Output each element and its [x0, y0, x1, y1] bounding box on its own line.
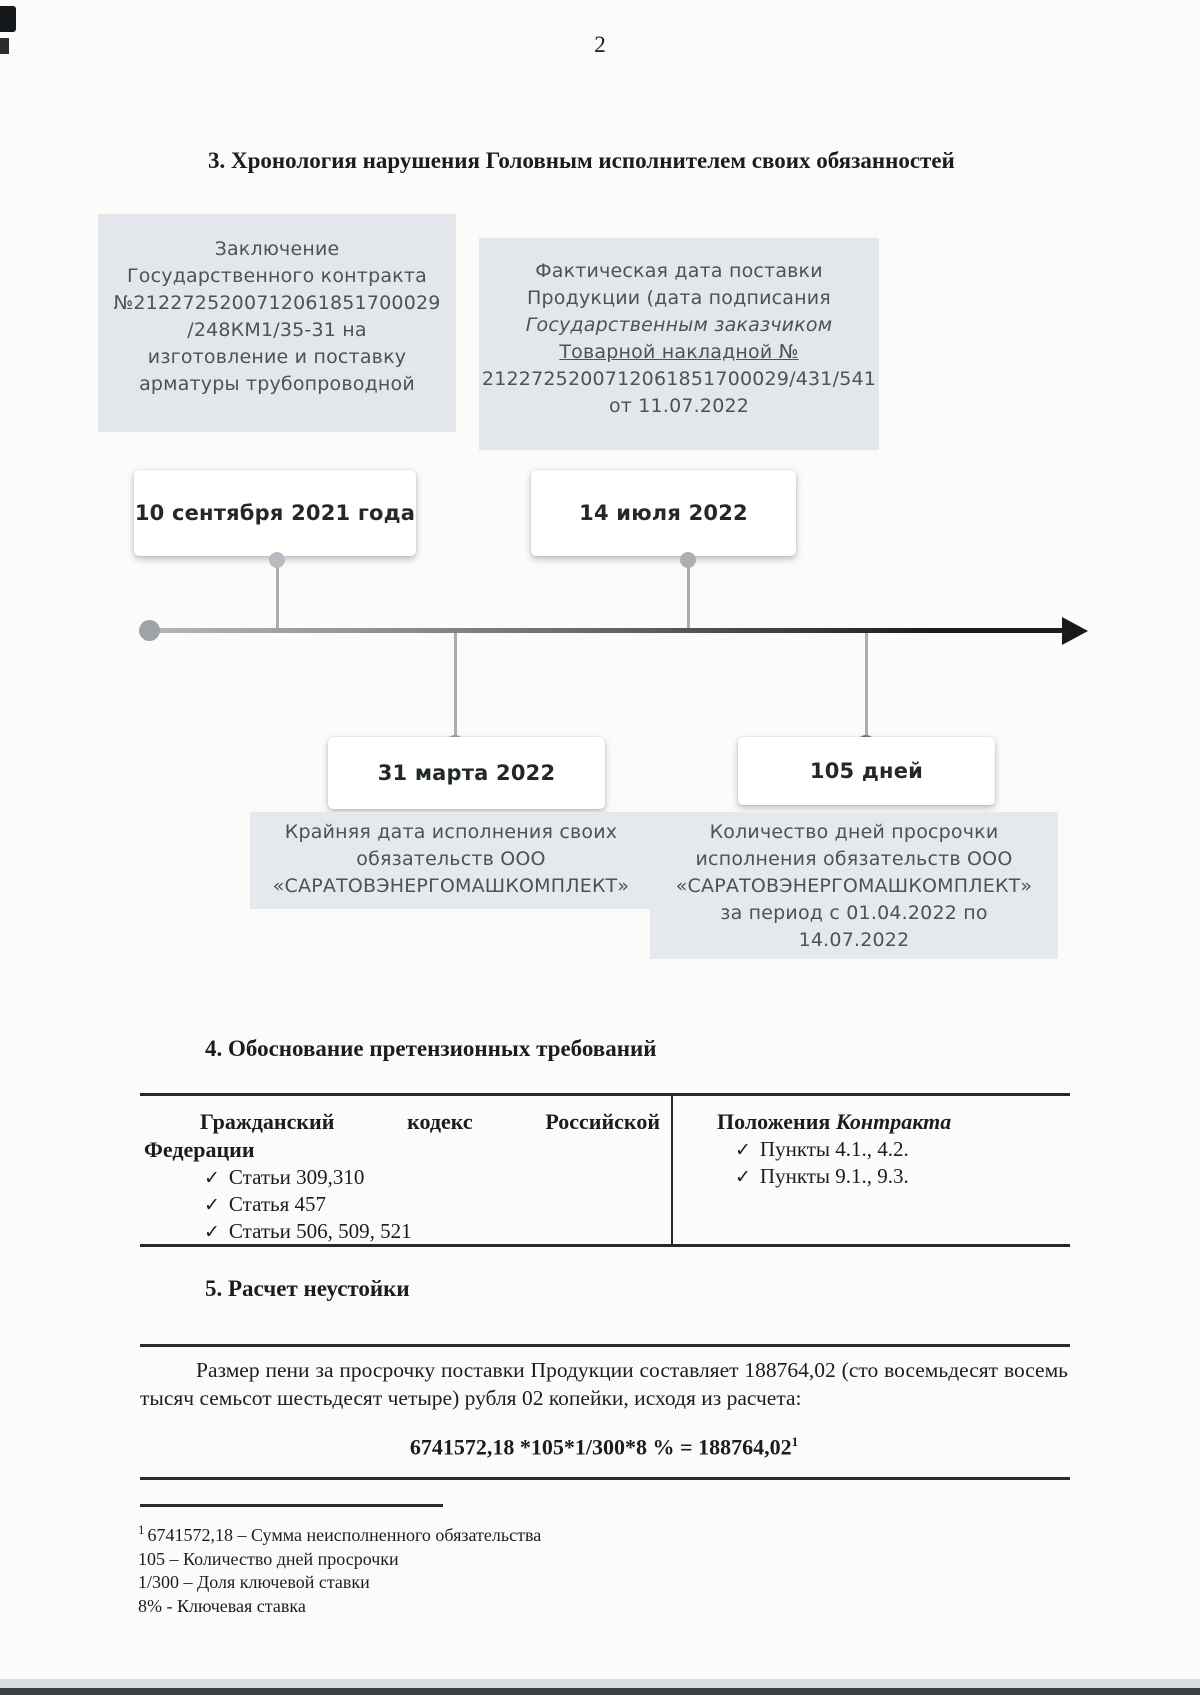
checkmark-icon: ✓ [735, 1166, 751, 1188]
milestone-card-overdue-days: 105 дней [738, 737, 995, 805]
header-word: Положения [717, 1109, 831, 1134]
footnote-marker: 1 [138, 1522, 145, 1537]
formula-text: 6741572,18 *105*1/300*8 % = 188764,02 [409, 1434, 792, 1460]
civil-code-header-line2: Федерации [144, 1137, 255, 1162]
list-item [735, 1163, 1070, 1190]
list-item [204, 1191, 671, 1218]
footnote-line: 1/300 – Доля ключевой ставки [138, 1572, 370, 1592]
checkmark-icon: ✓ [204, 1167, 220, 1189]
list-item-label: Статьи 506, 509, 521 [228, 1219, 412, 1243]
table-cell-civil-code [140, 1096, 671, 1244]
list-item-label: Статьи 309,310 [228, 1165, 365, 1189]
civil-code-header-line1 [200, 1108, 660, 1136]
header-word: Российской [545, 1109, 660, 1134]
panel-text-line: исполнения обязательств ООО [695, 848, 1013, 870]
list-item-label: Статья 457 [228, 1192, 327, 1216]
checkmark-icon: ✓ [204, 1221, 220, 1243]
legal-grounds-table [140, 1093, 1070, 1247]
header-word-italic: Контракта [835, 1109, 952, 1134]
delivery-date-panel [479, 238, 879, 450]
contract-provisions-header [717, 1108, 1070, 1136]
deadline-description-panel [250, 812, 652, 909]
milestone-card-deadline: 31 марта 2022 [328, 737, 605, 809]
panel-text-line: Товарной накладной № [559, 341, 799, 363]
timeline-connector [276, 558, 279, 630]
timeline-node-dot [680, 552, 696, 568]
timeline-start-dot [139, 620, 160, 641]
horizontal-rule [140, 1477, 1070, 1480]
list-item-label: Пункты 9.1., 9.3. [759, 1164, 909, 1188]
list-item [204, 1164, 671, 1191]
list-item-label: Пункты 4.1., 4.2. [759, 1137, 909, 1161]
list-item [204, 1218, 671, 1245]
panel-text-line: Крайняя дата исполнения своих [284, 821, 618, 843]
panel-text-line: 14.07.2022 [798, 929, 910, 951]
horizontal-rule [140, 1344, 1070, 1347]
timeline-axis [150, 628, 1065, 633]
timeline-node-dot [269, 552, 285, 568]
footnote-line: 105 – Количество дней просрочки [138, 1548, 399, 1569]
panel-text-line: изготовление и поставку [147, 346, 407, 368]
footnote-line: 8% - Ключевая ставка [138, 1595, 306, 1616]
panel-text-line: Продукции (дата подписания [527, 287, 831, 309]
timeline-connector [454, 633, 457, 739]
checkmark-icon: ✓ [204, 1194, 220, 1216]
panel-text-line: Государственным заказчиком [525, 314, 833, 336]
panel-text-line: /248КМ1/35-31 на [187, 319, 367, 341]
header-word: кодекс [407, 1109, 473, 1134]
footnote-text: 6741572,18 – Сумма неисполненного обязательства [147, 1525, 542, 1545]
table-cell-contract-provisions [673, 1096, 1070, 1244]
panel-text-line: от 11.07.2022 [608, 395, 750, 417]
panel-text-line: Количество дней просрочки [709, 821, 999, 843]
section-3-heading: 3. Хронология нарушения Головным исполнителем своих обязанностей [208, 148, 955, 173]
section-4-heading: 4. Обоснование претензионных требований [205, 1036, 657, 1061]
overdue-description-panel [650, 812, 1058, 959]
scan-artifact-band [0, 1679, 1200, 1688]
panel-text-line: «САРАТОВЭНЕРГОМАШКОМПЛЕКТ» [675, 875, 1033, 897]
panel-text-line: Фактическая дата поставки [535, 260, 823, 282]
page-number: 2 [594, 32, 606, 57]
panel-text-line: арматуры трубопроводной [139, 373, 415, 395]
section-5-heading: 5. Расчет неустойки [205, 1276, 410, 1301]
scan-artifact-mark [0, 6, 16, 32]
contract-conclusion-panel [98, 214, 456, 432]
arrow-right-icon [1062, 617, 1088, 645]
footnotes-block [138, 1518, 541, 1618]
panel-text-line: 2122725200712061851700029/431/541 [481, 368, 877, 390]
list-item [735, 1136, 1070, 1163]
timeline-connector [687, 558, 690, 630]
checkmark-icon: ✓ [735, 1139, 751, 1161]
footnote-separator-rule [140, 1504, 443, 1507]
panel-text-line: обязательств ООО [356, 848, 546, 870]
panel-text-line: за период с 01.04.2022 по [720, 902, 988, 924]
footnote-line [138, 1518, 541, 1548]
milestone-card-delivery-date: 14 июля 2022 [531, 470, 796, 556]
timeline-connector [865, 633, 868, 739]
panel-text-line: Государственного контракта [127, 265, 427, 287]
header-word: Гражданский [200, 1109, 335, 1134]
footnote-reference: 1 [791, 1434, 799, 1449]
panel-text-line: №2122725200712061851700029 [113, 292, 441, 314]
scan-artifact-band [0, 1688, 1200, 1695]
penalty-formula [140, 1434, 1068, 1460]
milestone-card-contract-date: 10 сентября 2021 года [134, 470, 416, 556]
panel-text-line: Заключение [214, 238, 340, 260]
penalty-paragraph: Размер пени за просрочку поставки Продукции составляет 188764,02 (сто восемьдесят восемь тысяч семьсот шестьдесят четыре) рубля 02 копейки, исходя из расчета: [140, 1358, 1068, 1410]
panel-text-line: «САРАТОВЭНЕРГОМАШКОМПЛЕКТ» [272, 875, 630, 897]
